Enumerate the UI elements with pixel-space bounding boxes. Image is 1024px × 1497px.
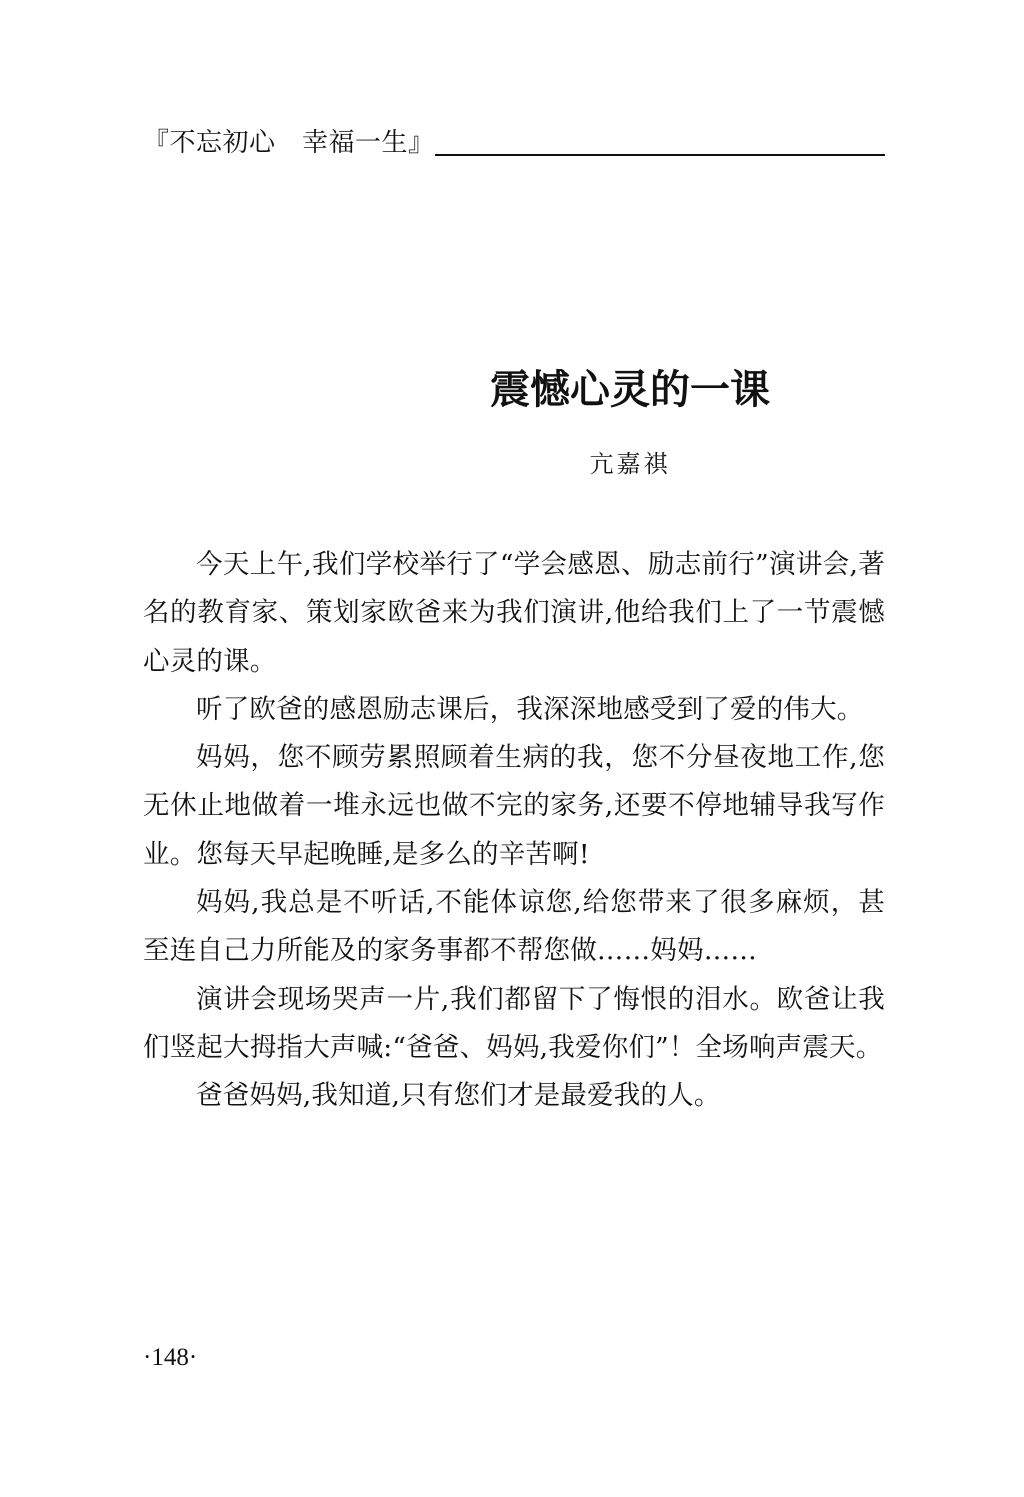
paragraph: 演讲会现场哭声一片,我们都留下了悔恨的泪水。欧爸让我们竖起大拇指大声喊:“爸爸、妈妈,我爱你们”！全场响声震天。	[143, 983, 885, 1063]
paragraph: 妈妈，您不顾劳累照顾着生病的我，您不分昼夜地工作,您无休止地做着一堆永远也做不完的家务,还要不停地辅导我写作业。您每天早起晚睡,是多么的辛苦啊!	[143, 742, 885, 870]
running-title: 『不忘初心 幸福一生』	[143, 128, 435, 158]
article-body	[143, 541, 885, 1121]
page-number: ·148·	[143, 1344, 198, 1371]
paragraph: 听了欧爸的感恩励志课后，我深深地感受到了爱的伟大。	[196, 693, 864, 725]
paragraph: 爸爸妈妈,我知道,只有您们才是最爱我的人。	[196, 1080, 721, 1112]
paragraph: 妈妈,我总是不听话,不能体谅您,给您带来了很多麻烦，甚至连自己力所能及的家务事都不帮您做……妈妈……	[143, 887, 885, 967]
article-author: 亢嘉祺	[589, 450, 671, 478]
running-header	[143, 124, 885, 160]
article-title: 震憾心灵的一课	[490, 366, 770, 413]
paragraph: 今天上午,我们学校举行了“学会感恩、励志前行”演讲会,著名的教育家、策划家欧爸来为我们演讲,他给我们上了一节震憾心灵的课。	[143, 549, 885, 677]
header-rule	[435, 154, 885, 156]
